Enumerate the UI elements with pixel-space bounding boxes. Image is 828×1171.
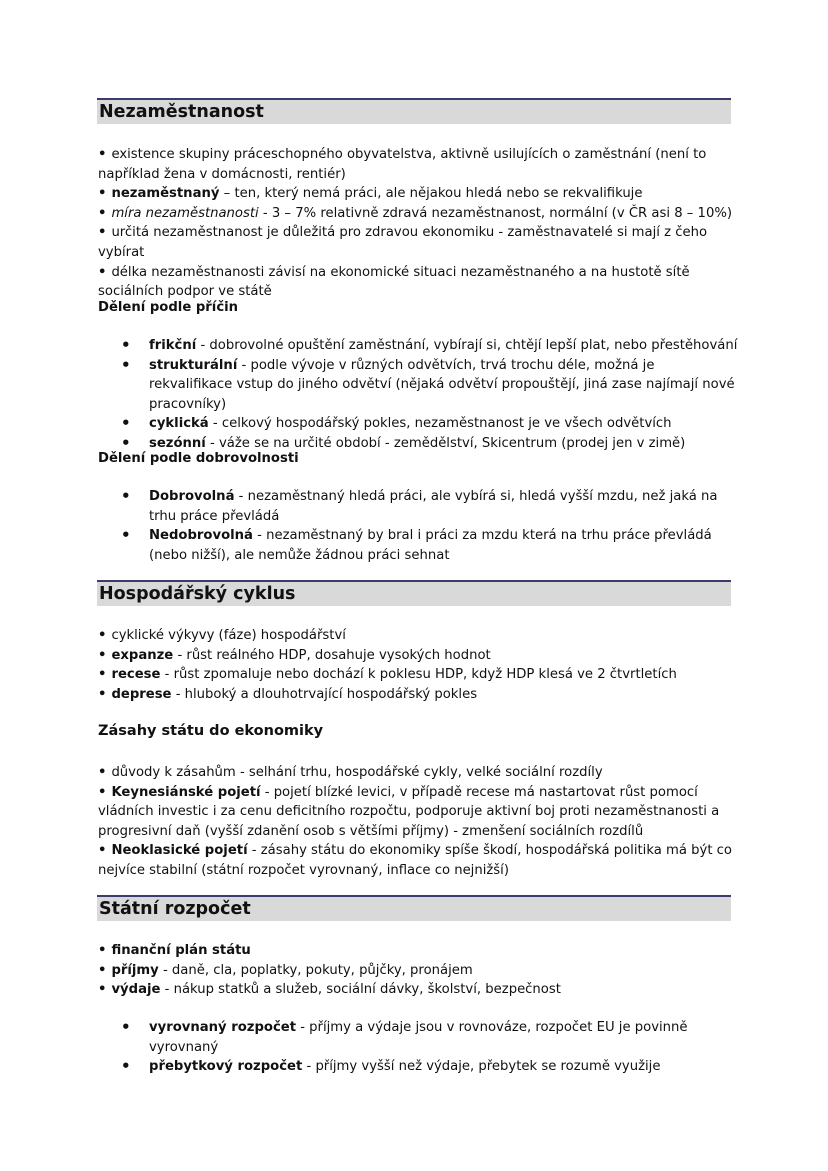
term: expanze bbox=[111, 647, 174, 663]
definition: - váže se na určité období - zemědělství, Skicentrum (prodej jen v zimě) bbox=[205, 435, 686, 451]
bullet-item bbox=[98, 980, 738, 1000]
definition: - dobrovolné opuštění zaměstnání, vybírají si, chtějí lepší plat, nebo přestěhování bbox=[196, 338, 738, 353]
term: přebytkový rozpočet bbox=[149, 1059, 303, 1075]
definition: - růst reálného HDP, dosahuje vysokých hodnot bbox=[173, 647, 491, 663]
bullet-item bbox=[98, 646, 738, 666]
list-item bbox=[0, 1057, 740, 1077]
section-header-budget: Státní rozpočet bbox=[97, 895, 731, 921]
term: Dobrovolná bbox=[149, 489, 235, 504]
term: frikční bbox=[149, 338, 197, 353]
bullet-item: • určitá nezaměstnanost je důležitá pro zdravou ekonomiku - zaměstnavatelé si mají z čeho vybírat bbox=[98, 223, 738, 262]
bullet-item bbox=[98, 841, 738, 880]
term: sezónní bbox=[149, 435, 206, 451]
list-item bbox=[0, 414, 740, 434]
term: Nedobrovolná bbox=[149, 528, 253, 544]
bullet-item: • finanční plán státu bbox=[98, 941, 738, 961]
list-item bbox=[0, 1018, 740, 1057]
list-item bbox=[0, 487, 740, 526]
bullet-item bbox=[98, 665, 738, 685]
definition: - 3 – 7% relativně zdravá nezaměstnanost, normální (v ČR asi 8 – 10%) bbox=[258, 205, 733, 221]
term: příjmy bbox=[111, 962, 159, 978]
bullet-item bbox=[98, 204, 738, 224]
causes-list bbox=[0, 336, 740, 454]
term: Keynesiánské pojetí bbox=[111, 784, 261, 800]
term: strukturální bbox=[149, 357, 238, 373]
definition: - zásahy státu do ekonomiky spíše škodí, hospodářská politika má být co nejvíce stabilní (státní rozpočet vyrovnaný, inflace co nejnižší) bbox=[98, 843, 733, 878]
list-item bbox=[0, 336, 740, 356]
cycle-bullets bbox=[98, 626, 738, 704]
bullet-item: • existence skupiny práceschopného obyvatelstva, aktivně usilujících o zaměstnání (není to například žena v domácnosti, rentiér) bbox=[98, 145, 738, 184]
definition: - daně, cla, poplatky, pokuty, půjčky, pronájem bbox=[158, 962, 473, 978]
definition: - příjmy a výdaje jsou v rovnováze, rozpočet EU je povinně vyrovnaný bbox=[149, 1020, 688, 1055]
definition: - příjmy vyšší než výdaje, přebytek se rozumě využije bbox=[302, 1059, 661, 1075]
term: nezaměstnaný bbox=[111, 186, 220, 202]
definition: - hluboký a dlouhotrvající hospodářský pokles bbox=[171, 686, 478, 702]
term: míra nezaměstnanosti bbox=[111, 205, 259, 221]
section-header-unemployment: Nezaměstnanost bbox=[97, 98, 731, 124]
bullet-item: • cyklické výkyvy (fáze) hospodářství bbox=[98, 626, 738, 646]
bullet-item: • důvody k zásahům - selhání trhu, hospodářské cykly, velké sociální rozdíly bbox=[98, 763, 738, 783]
bullet-item bbox=[98, 783, 738, 842]
definition: - podle vývoje v různých odvětvích, trvá trochu déle, možná je rekvalifikace vstup do jiného odvětví (nějaká odvětví propouštějí, jiná zase najímají nové pracovníky) bbox=[149, 357, 735, 412]
budget-types-list bbox=[0, 1018, 740, 1077]
subheading-voluntary: Dělení podle dobrovolnosti bbox=[98, 451, 299, 466]
definition: – ten, který nemá práci, ale nějakou hledá nebo se rekvalifikuje bbox=[219, 186, 643, 202]
list-item bbox=[0, 356, 740, 415]
definition: - celkový hospodářský pokles, nezaměstnanost je ve všech odvětvích bbox=[208, 416, 672, 432]
list-item bbox=[0, 526, 740, 565]
budget-bullets bbox=[98, 941, 738, 1000]
term: cyklická bbox=[149, 416, 209, 432]
definition: - pojetí blízké levici, v případě recese má nastartovat růst pomocí vládních investic i za cenu deficitního rozpočtu, podporuje aktivní boj proti nezaměstnanosti a progresivní daň (vyšší zdanění osob s většími příjmy) - zmenšení sociálních rozdílů bbox=[98, 784, 720, 839]
unemployment-bullets bbox=[98, 145, 738, 302]
voluntary-list bbox=[0, 487, 740, 565]
subheading-intervention: Zásahy státu do ekonomiky bbox=[98, 723, 324, 739]
definition: - nezaměstnaný by bral i práci za mzdu která na trhu práce převládá (nebo nižší), ale nemůže žádnou práci sehnat bbox=[149, 528, 712, 563]
intervention-bullets bbox=[98, 763, 738, 881]
term: Neoklasické pojetí bbox=[111, 843, 248, 859]
bullet-item bbox=[98, 184, 738, 204]
bullet-item bbox=[98, 685, 738, 705]
term: výdaje bbox=[111, 982, 161, 998]
bullet-item bbox=[98, 961, 738, 981]
term: vyrovnaný rozpočet bbox=[149, 1020, 297, 1035]
section-header-cycle: Hospodářský cyklus bbox=[97, 580, 731, 606]
definition: - růst zpomaluje nebo dochází k poklesu HDP, když HDP klesá ve 2 čtvrtletích bbox=[160, 667, 677, 683]
subheading-causes: Dělení podle příčin bbox=[98, 300, 239, 315]
bullet-item: • délka nezaměstnanosti závisí na ekonomické situaci nezaměstnaného a na hustotě sítě sociálních podpor ve státě bbox=[98, 263, 738, 302]
term: recese bbox=[111, 667, 161, 683]
definition: - nezaměstnaný hledá práci, ale vybírá si, hledá vyšší mzdu, než jaká na trhu práce převládá bbox=[149, 489, 718, 524]
term: deprese bbox=[111, 686, 172, 702]
definition: - nákup statků a služeb, sociální dávky, školství, bezpečnost bbox=[160, 982, 561, 998]
